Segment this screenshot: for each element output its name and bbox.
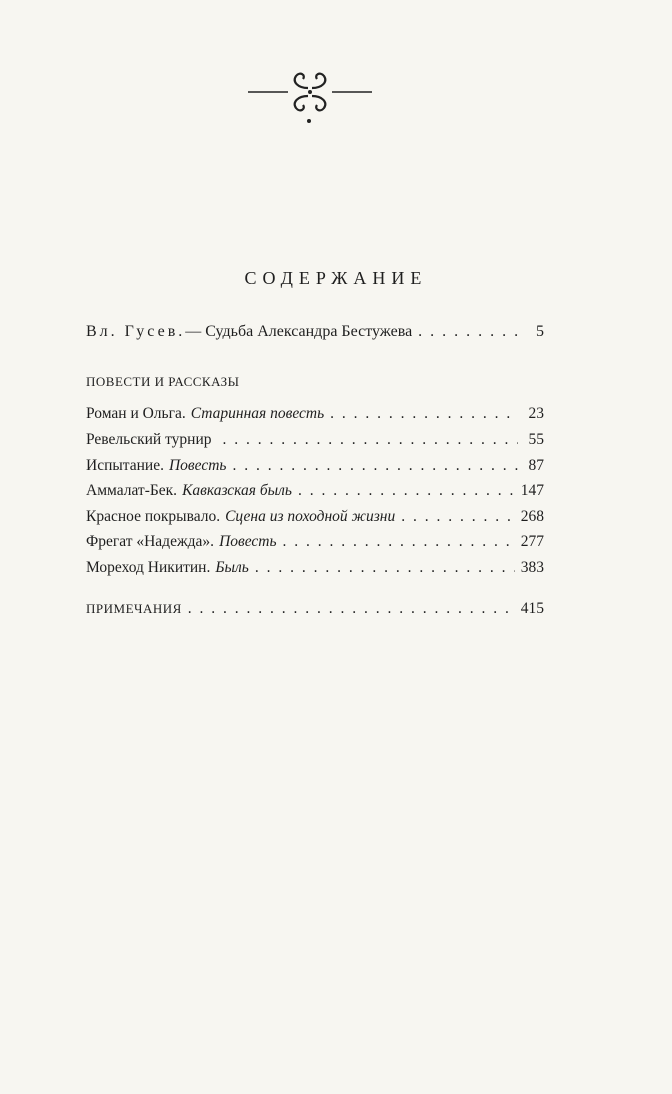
ornament-icon (248, 66, 372, 126)
entry-title: Мореход Никитин. (86, 559, 211, 576)
toc-entry[interactable] (86, 533, 544, 551)
toc-entry[interactable] (86, 482, 544, 500)
dot-leader (188, 600, 515, 618)
intro-title: — Судьба Александра Бестужева (185, 323, 413, 340)
toc-entry[interactable] (86, 559, 544, 577)
entry-title: Аммалат-Бек. (86, 482, 178, 499)
entry-subtitle: Повесть (219, 533, 277, 550)
dot-leader (401, 508, 515, 526)
dot-leader (223, 431, 519, 449)
entry-title: Ревельский турнир (86, 431, 212, 448)
toc-heading: СОДЕРЖАНИЕ (244, 268, 428, 288)
page-number: 268 (520, 508, 544, 525)
entry-subtitle: Быль (215, 559, 249, 576)
page-number: 55 (528, 431, 544, 448)
toc-entry[interactable] (86, 405, 544, 423)
entry-title: Красное покрывало. (86, 508, 221, 525)
entry-subtitle: Старинная повесть (190, 405, 325, 422)
page-number: 383 (520, 559, 544, 576)
notes-title: ПРИМЕЧАНИЯ (86, 601, 182, 616)
page-number: 277 (520, 533, 544, 550)
dot-leader (232, 457, 518, 475)
entry-title: Роман и Ольга. (86, 405, 186, 422)
dot-leader (255, 559, 515, 577)
dot-leader (298, 482, 515, 500)
page-number: 415 (520, 600, 544, 617)
toc-entry[interactable] (86, 431, 544, 449)
entry-subtitle: Кавказская быль (182, 482, 292, 499)
page-number: 87 (528, 457, 544, 474)
page-number: 5 (536, 323, 544, 340)
entry-title: Испытание. (86, 457, 164, 474)
page-number: 147 (520, 482, 544, 499)
intro-author: Вл. Гусев. (86, 323, 186, 340)
toc-intro-row[interactable] (86, 323, 544, 341)
entry-subtitle: Сцена из походной жизни (225, 508, 396, 525)
entry-subtitle: Повесть (168, 457, 227, 474)
section-title: ПОВЕСТИ И РАССКАЗЫ (86, 374, 240, 389)
dot-leader (283, 533, 515, 551)
dot-leader (330, 405, 518, 423)
toc-notes-row[interactable] (86, 600, 544, 618)
dot-leader (418, 323, 518, 341)
entry-title: Фрегат «Надежда». (86, 533, 215, 550)
toc-entry[interactable] (86, 508, 544, 526)
toc-entry[interactable] (86, 457, 544, 475)
page-number: 23 (528, 405, 544, 422)
